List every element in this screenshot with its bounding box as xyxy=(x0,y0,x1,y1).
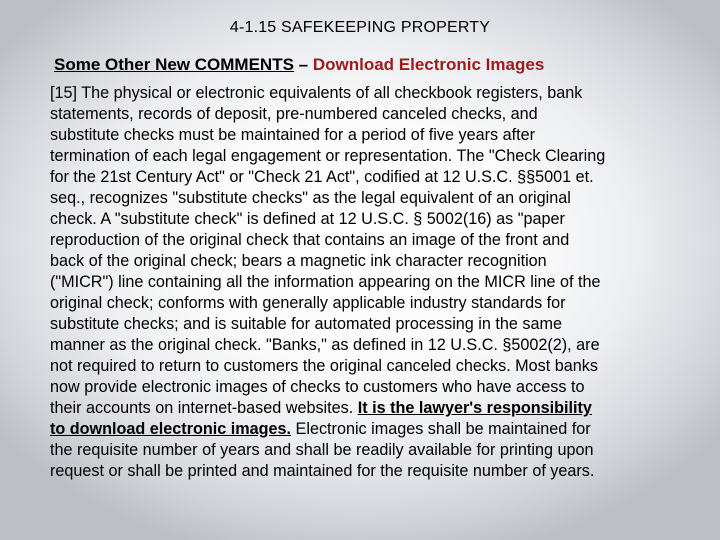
body-line: now provide electronic images of checks to customers who have access to xyxy=(50,378,585,396)
body-line-with-emphasis xyxy=(50,398,680,419)
slide-title: 4-1.15 SAFEKEEPING PROPERTY xyxy=(229,19,491,36)
body-line: original check; conforms with generally applicable industry standards for xyxy=(50,294,566,312)
body-line: seq., recognizes "substitute checks" as the legal equivalent of an original xyxy=(50,189,571,207)
body-line: the requisite number of years and shall be readily available for printing upon xyxy=(50,441,594,459)
body-line: substitute checks; and is suitable for automated processing in the same xyxy=(50,315,562,333)
body-line: for the 21st Century Act" or "Check 21 Act", codified at 12 U.S.C. §§5001 et. xyxy=(50,168,594,186)
body-line: reproduction of the original check that contains an image of the front and xyxy=(50,231,570,249)
body-line: check. A "substitute check" is defined at 12 U.S.C. § 5002(16) as "paper xyxy=(50,210,565,228)
body-line: manner as the original check. "Banks," as defined in 12 U.S.C. §5002(2), are xyxy=(50,336,600,354)
body-line: termination of each legal engagement or representation. The "Check Clearing xyxy=(50,147,606,165)
body-line: not required to return to customers the original canceled checks. Most banks xyxy=(50,357,598,375)
body-line: substitute checks must be maintained for a period of five years after xyxy=(50,126,535,144)
body-line: statements, records of deposit, pre-numbered canceled checks, and xyxy=(50,105,538,123)
subtitle-lead: Some Other New COMMENTS xyxy=(54,55,294,74)
subtitle-separator: – xyxy=(293,55,313,74)
body-line: request or shall be printed and maintained for the requisite number of years. xyxy=(50,462,595,480)
body-line: ("MICR") line containing all the information appearing on the MICR line of the xyxy=(50,273,601,291)
body-line-text: Electronic images shall be maintained for xyxy=(291,420,591,438)
body-line: [15] The physical or electronic equivalents of all checkbook registers, bank xyxy=(50,84,583,102)
emphasis-text: to download electronic images. xyxy=(50,420,292,438)
body-line-with-emphasis xyxy=(50,419,680,440)
emphasis-text: It is the lawyer's responsibility xyxy=(357,399,592,417)
body-line: back of the original check; bears a magnetic ink character recognition xyxy=(50,252,547,270)
body-paragraph xyxy=(50,83,680,482)
subtitle-accent: Download Electronic Images xyxy=(312,55,545,74)
body-line-text: their accounts on internet-based websites. xyxy=(50,399,358,417)
slide-subtitle xyxy=(54,55,544,75)
